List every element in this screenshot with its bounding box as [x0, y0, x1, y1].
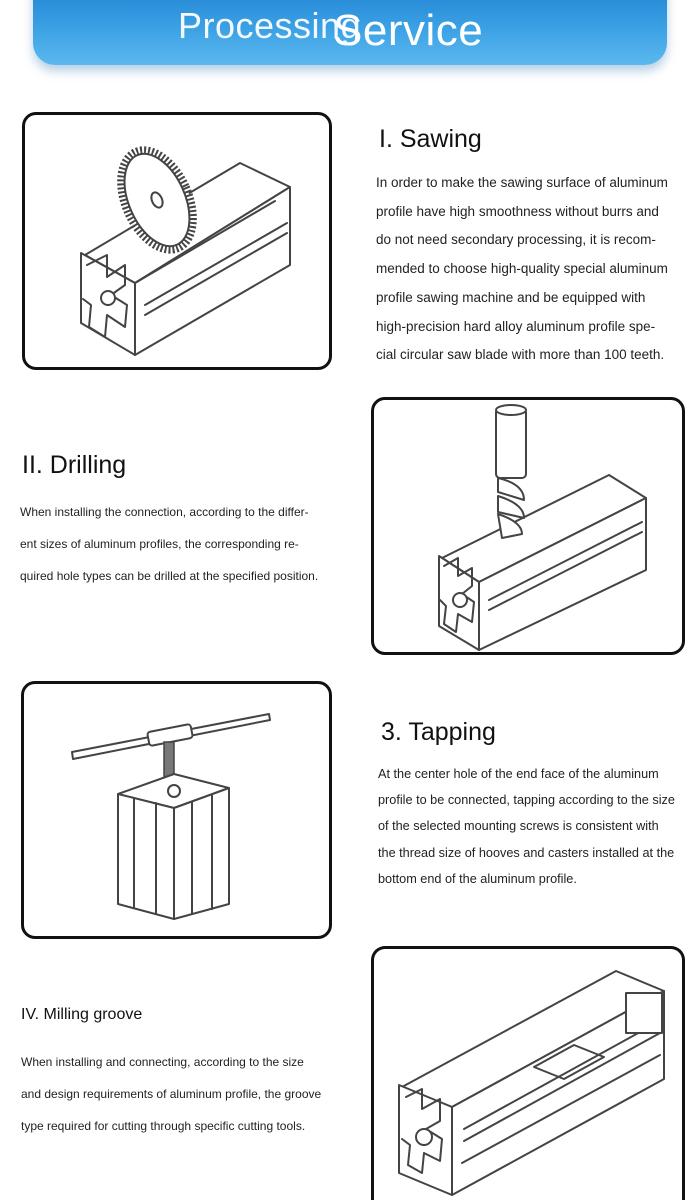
- drilling-image-card: [371, 397, 685, 655]
- text-line: of the selected mounting screws is consistent with: [378, 819, 659, 834]
- text-line: cial circular saw blade with more than 100 teeth.: [376, 347, 665, 363]
- text-line: profile to be connected, tapping according to the size: [378, 793, 675, 808]
- text-line: profile sawing machine and be equipped with: [376, 289, 646, 305]
- banner-title-service: Service: [333, 6, 484, 55]
- text-line: When installing the connection, according to the differ-: [20, 505, 309, 519]
- text-line: In order to make the sawing surface of aluminum: [376, 175, 668, 190]
- milling-image-card: [371, 946, 685, 1200]
- text-line: quired hole types can be drilled at the specified position.: [20, 569, 319, 583]
- drilling-heading: II. Drilling: [22, 451, 127, 479]
- tapping-description: [378, 761, 675, 892]
- banner-title-processing: Processing: [178, 5, 362, 46]
- sawing-description: [376, 169, 668, 370]
- tapping-image-card: [21, 681, 332, 939]
- saw-blade-icon: [25, 115, 329, 367]
- text-line: At the center hole of the end face of the aluminum: [378, 767, 659, 781]
- milling-heading: IV. Milling groove: [21, 1006, 143, 1023]
- service-banner: [33, 0, 667, 65]
- tapping-heading: 3. Tapping: [381, 718, 496, 746]
- text-line: high-precision hard alloy aluminum profile spe-: [376, 318, 656, 334]
- sawing-heading: I. Sawing: [379, 125, 482, 153]
- milling-profile-icon: [374, 949, 682, 1200]
- text-line: bottom end of the aluminum profile.: [378, 871, 577, 886]
- tap-wrench-icon: [24, 684, 329, 936]
- text-line: type required for cutting through specific cutting tools.: [21, 1119, 306, 1133]
- milling-description: [21, 1046, 321, 1142]
- text-line: the thread size of hooves and casters installed at the: [378, 845, 675, 860]
- text-line: and design requirements of aluminum profile, the groove: [21, 1087, 322, 1101]
- text-line: profile have high smoothness without burrs and: [376, 203, 659, 219]
- sawing-image-card: [22, 112, 332, 370]
- text-line: When installing and connecting, according to the size: [21, 1055, 304, 1069]
- drilling-description: [20, 496, 318, 592]
- drill-bit-icon: [374, 400, 682, 652]
- text-line: mended to choose high-quality special aluminum: [376, 261, 668, 277]
- text-line: ent sizes of aluminum profiles, the corresponding re-: [20, 537, 299, 551]
- text-line: do not need secondary processing, it is recom-: [376, 232, 656, 248]
